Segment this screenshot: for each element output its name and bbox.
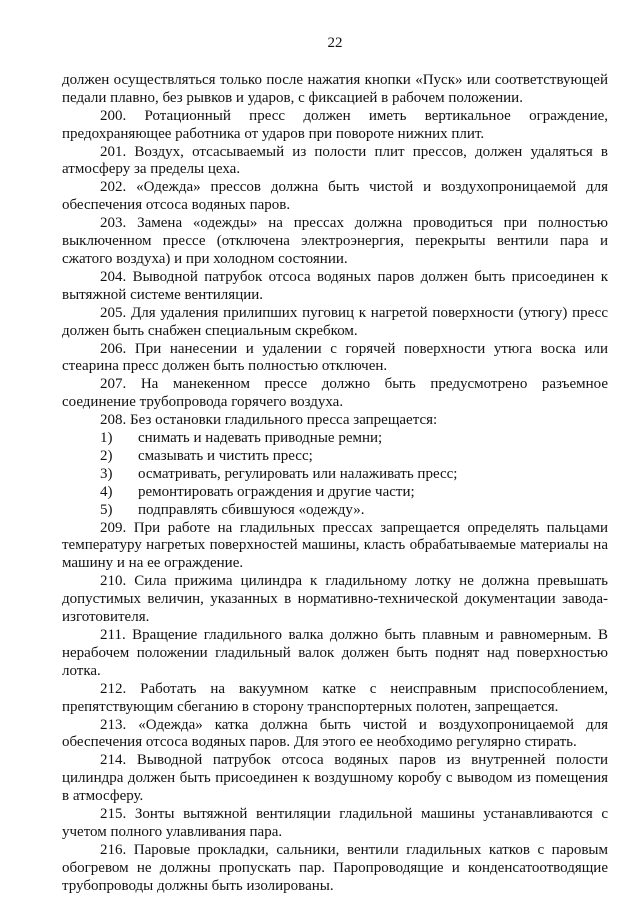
- list-item-text: смазывать и чистить пресс;: [138, 447, 313, 464]
- list-item-text: осматривать, регулировать или налаживать пресс;: [138, 465, 458, 482]
- list-item-number: 3): [100, 465, 113, 482]
- paragraph-204: 204. Выводной патрубок отсоса водяных паров должен быть присоединен к вытяжной системе вентиляции.: [62, 268, 608, 303]
- paragraph-208: 208. Без остановки гладильного пресса запрещается:: [100, 412, 438, 429]
- paragraph-205: 205. Для удаления прилипших пуговиц к нагретой поверхности (утюгу) пресс должен быть снабжен специальным скребком.: [62, 304, 608, 339]
- document-page: [62, 35, 608, 896]
- paragraph-209: 209. При работе на гладильных прессах запрещается определять пальцами температуру нагретых поверхностей машины, класть обрабатываемые материалы на машину и на ее ограждение.: [62, 519, 608, 572]
- list-item-number: 2): [100, 447, 113, 464]
- paragraph-201: 201. Воздух, отсасываемый из полости плит прессов, должен удаляться в атмосферу за пределы цеха.: [62, 143, 608, 178]
- list-item-number: 5): [100, 501, 113, 518]
- paragraph-211: 211. Вращение гладильного валка должно быть плавным и равномерным. В нерабочем положении гладильный валок должен быть поднят над поверхностью лотка.: [62, 627, 608, 679]
- paragraph-213: 213. «Одежда» катка должна быть чистой и воздухопроницаемой для обеспечения отсоса водяных паров. Для этого ее необходимо регулярно стирать.: [62, 716, 608, 751]
- paragraph-214: 214. Выводной патрубок отсоса водяных паров из внутренней полости цилиндра должен быть присоединен к воздушному коробу с выводом из помещения в атмосферу.: [62, 752, 608, 805]
- paragraph-continuation: должен осуществляться только после нажатия кнопки «Пуск» или соответствующей педали плавно, без рывков и ударов, с фиксацией в рабочем положении.: [62, 71, 608, 106]
- list-item: [62, 466, 608, 484]
- paragraph-200: 200. Ротационный пресс должен иметь вертикальное ограждение, предохраняющее работника от ударов при повороте нижних плит.: [62, 107, 608, 142]
- paragraph-212: 212. Работать на вакуумном катке с неисправным приспособлением, препятствующим сбеганию в сторону транспортерных полотен, запрещается.: [62, 680, 608, 715]
- paragraph-210: 210. Сила прижима цилиндра к гладильному лотку не должна превышать допустимых величин, указанных в нормативно-технической документации завода-изготовителя.: [62, 573, 608, 626]
- list-item-text: ремонтировать ограждения и другие части;: [138, 483, 415, 500]
- paragraph-216: 216. Паровые прокладки, сальники, вентили гладильных катков с паровым обогревом не должны пропускать пар. Паропроводящие и конденсатоотводящие трубопроводы должны быть изолированы.: [62, 841, 608, 894]
- list-item-number: 4): [100, 483, 113, 500]
- list-item-text: подправлять сбившуюся «одежду».: [138, 501, 365, 518]
- list-item: [62, 484, 608, 502]
- paragraph-215: 215. Зонты вытяжной вентиляции гладильной машины устанавливаются с учетом полного улавливания пара.: [62, 806, 608, 840]
- page-number: 22: [327, 35, 343, 51]
- list-item-number: 1): [100, 430, 113, 447]
- list-item: [62, 430, 608, 448]
- list-item-text: снимать и надевать приводные ремни;: [138, 430, 383, 447]
- list-item: [62, 448, 608, 466]
- paragraph-202: 202. «Одежда» прессов должна быть чистой и воздухопроницаемой для обеспечения отсоса водяных паров.: [62, 179, 608, 214]
- paragraph-203: 203. Замена «одежды» на прессах должна проводиться при полностью выключенном прессе (отключена электроэнергия, перекрыты вентили пара и сжатого воздуха) и при холодном состоянии.: [62, 215, 608, 267]
- paragraph-207: 207. На манекенном прессе должно быть предусмотрено разъемное соединение трубопровода горячего воздуха.: [62, 376, 608, 411]
- list-item: [62, 502, 608, 520]
- paragraph-206: 206. При нанесении и удалении с горячей поверхности утюга воска или стеарина пресс должен быть полностью отключен.: [62, 340, 608, 375]
